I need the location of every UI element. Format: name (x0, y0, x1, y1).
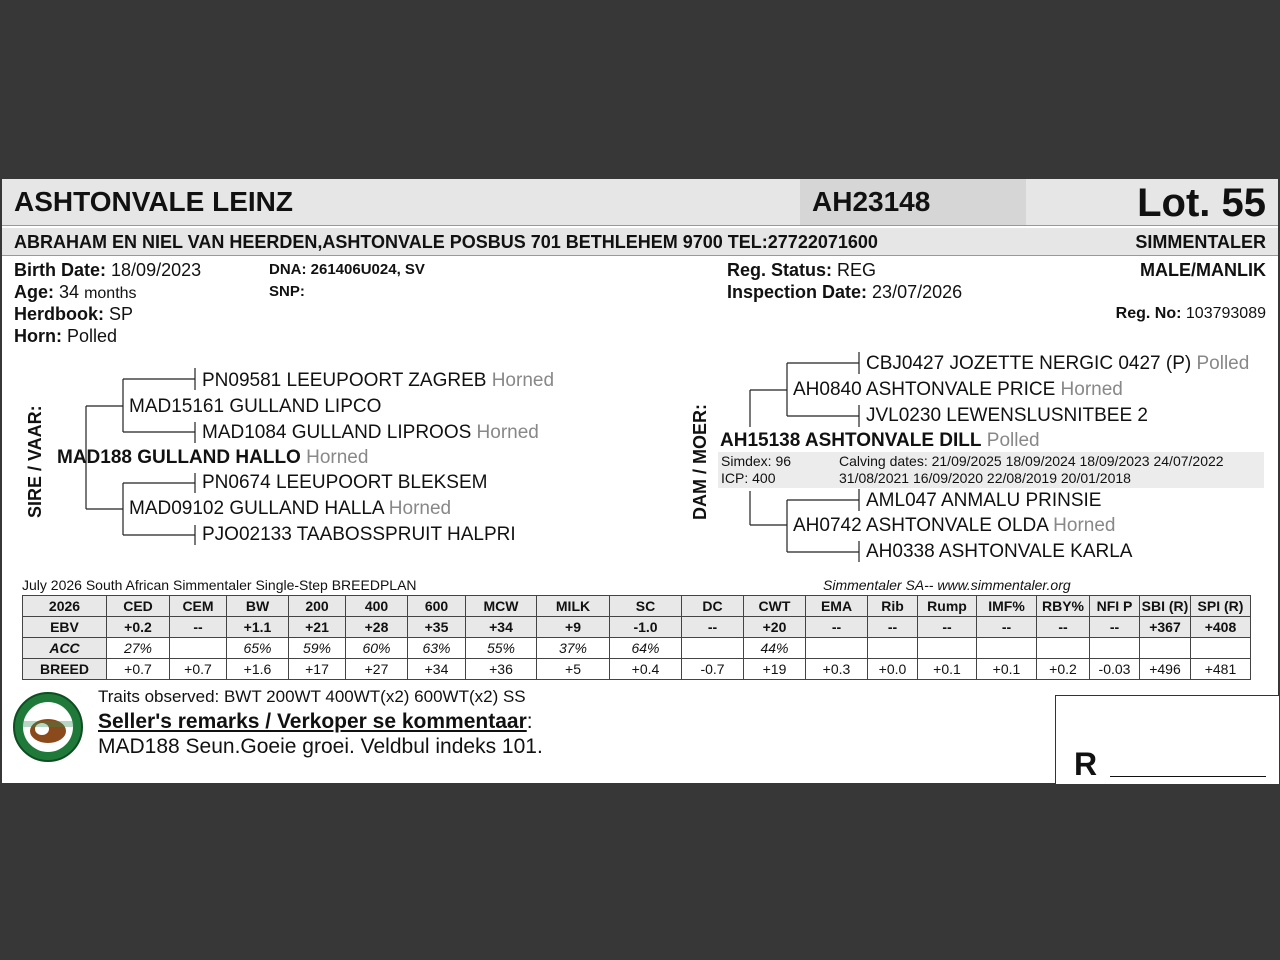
breeder-address: ABRAHAM EN NIEL VAN HEERDEN,ASHTONVALE POSBUS 701 BETHLEHEM 9700 TEL:27722071600 (14, 232, 878, 252)
reg-no-value: 103793089 (1185, 305, 1266, 322)
snp: SNP: (269, 283, 305, 300)
ebv-cell: -- (1090, 617, 1140, 638)
pedigree-ds-sire (866, 353, 1249, 375)
header-cell: 600 (408, 596, 466, 617)
simmentaler-logo-icon (12, 691, 84, 763)
reg-no-label: Reg. No: (1115, 305, 1182, 322)
header-cell: 2026 (23, 596, 107, 617)
header-cell: NFI P (1090, 596, 1140, 617)
lot-number: Lot. 55 (1137, 181, 1266, 225)
pedigree-dam-dam (793, 515, 1115, 537)
header-cell: RBY% (1037, 596, 1090, 617)
dam-sire-name: AH0840 ASHTONVALE PRICE (793, 379, 1056, 400)
ebv-cell: -- (868, 617, 918, 638)
ss-dam-name: MAD1084 GULLAND LIPROOS (202, 422, 472, 443)
breed-cell: -0.7 (682, 659, 744, 680)
age-unit: months (84, 285, 137, 302)
birth-date-label: Birth Date: (14, 260, 107, 280)
breed-cell: -0.03 (1090, 659, 1140, 680)
ebv-cell: -- (682, 617, 744, 638)
ss-sire-name: PN09581 LEEUPOORT ZAGREB (202, 370, 487, 391)
header-cell: MILK (537, 596, 610, 617)
ebv-cell: +28 (346, 617, 408, 638)
ebv-cell: -1.0 (610, 617, 682, 638)
acc-cell: 64% (610, 638, 682, 659)
acc-cell (868, 638, 918, 659)
acc-cell: 55% (466, 638, 537, 659)
ebv-cell: +34 (466, 617, 537, 638)
dam-performance-box (718, 452, 1264, 488)
ebv-cell: -- (170, 617, 227, 638)
pedigree-dd-dam: AH0338 ASHTONVALE KARLA (866, 541, 1133, 562)
sire-horn: Horned (306, 447, 369, 468)
sire-dam-name: MAD09102 GULLAND HALLA (129, 498, 384, 519)
acc-cell: 27% (107, 638, 170, 659)
remarks-colon: : (526, 710, 533, 733)
pedigree-dam (720, 430, 1040, 452)
ebv-cell: +408 (1191, 617, 1251, 638)
sire-name: MAD188 GULLAND HALLO (57, 447, 301, 468)
pedigree-sire-sire: MAD15161 GULLAND LIPCO (129, 396, 382, 417)
herdbook-label: Herdbook: (14, 304, 104, 324)
header-cell: BW (227, 596, 289, 617)
breed-cell: +0.4 (610, 659, 682, 680)
breed-cell: +0.7 (107, 659, 170, 680)
animal-name: ASHTONVALE LEINZ (14, 186, 293, 217)
remarks-title: Seller's remarks / Verkoper se kommentaar (98, 710, 527, 733)
horn-value: Polled (67, 326, 118, 346)
sire-label: SIRE / VAAR: (25, 405, 45, 518)
header-cell: IMF% (977, 596, 1037, 617)
acc-cell (170, 638, 227, 659)
age-value: 34 (59, 282, 80, 302)
ebv-cell: +21 (289, 617, 346, 638)
dam-horn: Polled (986, 430, 1040, 451)
acc-cell: 59% (289, 638, 346, 659)
acc-cell: ACC (23, 638, 107, 659)
birth-date-value: 18/09/2023 (111, 260, 202, 280)
acc-cell (977, 638, 1037, 659)
simdex: Simdex: 96 (721, 453, 792, 469)
header-cell: 400 (346, 596, 408, 617)
animal-id: AH23148 (812, 186, 931, 217)
sex: MALE/MANLIK (1140, 260, 1266, 280)
ebv-cell: +20 (744, 617, 806, 638)
breed-cell: +0.7 (170, 659, 227, 680)
dam-sire-horn: Horned (1060, 379, 1123, 400)
pedigree-ss-sire (202, 370, 554, 392)
breed-name: SIMMENTALER (1135, 232, 1266, 252)
ebv-cell: +367 (1140, 617, 1191, 638)
acc-cell (918, 638, 977, 659)
header-cell: Rump (918, 596, 977, 617)
remarks-text: MAD188 Seun.Goeie groei. Veldbul indeks 101. (98, 735, 543, 758)
ebv-cell: +35 (408, 617, 466, 638)
header-cell: Rib (868, 596, 918, 617)
dam-label: DAM / MOER: (690, 404, 710, 520)
ebv-cell: -- (977, 617, 1037, 638)
header-cell: SC (610, 596, 682, 617)
header-cell: CEM (170, 596, 227, 617)
ebv-table (22, 595, 1251, 680)
ebv-cell: +9 (537, 617, 610, 638)
header-cell: 200 (289, 596, 346, 617)
breed-cell: +0.0 (868, 659, 918, 680)
acc-cell: 60% (346, 638, 408, 659)
ebv-cell: EBV (23, 617, 107, 638)
r-label: R (1074, 746, 1098, 782)
website: Simmentaler SA-- www.simmentaler.org (823, 577, 1071, 593)
header-cell: EMA (806, 596, 868, 617)
header-cell: SBI (R) (1140, 596, 1191, 617)
breed-cell: +0.1 (918, 659, 977, 680)
traits-observed: Traits observed: BWT 200WT 400WT(x2) 600WT(x2) SS (98, 687, 526, 706)
ebv-header-row (23, 596, 1251, 617)
icp: ICP: 400 (721, 470, 776, 486)
pedigree-sire (57, 447, 368, 469)
pedigree-sd-dam: PJO02133 TAABOSSPRUIT HALPRI (202, 524, 516, 545)
herdbook-value: SP (109, 304, 134, 324)
acc-cell: 63% (408, 638, 466, 659)
ss-sire-horn: Horned (491, 370, 555, 391)
header-cell: CED (107, 596, 170, 617)
pedigree-ds-dam: JVL0230 LEWENSLUSNITBEE 2 (866, 405, 1148, 426)
breed-cell: +17 (289, 659, 346, 680)
header-cell: SPI (R) (1191, 596, 1251, 617)
breed-cell: +1.6 (227, 659, 289, 680)
breed-cell: +481 (1191, 659, 1251, 680)
price-box (1055, 695, 1279, 784)
sire-dam-horn: Horned (388, 498, 452, 519)
price-input-line[interactable] (1110, 776, 1266, 777)
remarks-heading (98, 710, 533, 734)
reg-status-value: REG (837, 260, 877, 280)
breed-cell: +496 (1140, 659, 1191, 680)
breedplan-caption: July 2026 South African Simmentaler Single-Step BREEDPLAN (22, 577, 417, 593)
breed-cell: +0.3 (806, 659, 868, 680)
ebv-cell: -- (1037, 617, 1090, 638)
acc-cell (1191, 638, 1251, 659)
dam-dam-horn: Horned (1053, 515, 1116, 536)
header-cell: CWT (744, 596, 806, 617)
dna: DNA: 261406U024, SV (269, 261, 425, 278)
breed-cell: +27 (346, 659, 408, 680)
breed-cell: +19 (744, 659, 806, 680)
dam-name: AH15138 ASHTONVALE DILL (720, 430, 982, 451)
acc-cell: 37% (537, 638, 610, 659)
dam-dam-name: AH0742 ASHTONVALE OLDA (793, 515, 1048, 536)
ds-sire-horn: Polled (1196, 353, 1250, 374)
ds-sire-name: CBJ0427 JOZETTE NERGIC 0427 (P) (866, 353, 1192, 374)
reg-status-label: Reg. Status: (727, 260, 833, 280)
acc-cell (1037, 638, 1090, 659)
sale-catalogue-card (2, 179, 1278, 783)
acc-cell (1090, 638, 1140, 659)
breed-cell: BREED (23, 659, 107, 680)
breed-cell: +36 (466, 659, 537, 680)
pedigree-ss-dam (202, 422, 539, 444)
header-cell: MCW (466, 596, 537, 617)
header-cell: DC (682, 596, 744, 617)
age-label: Age: (14, 282, 54, 302)
inspection-value: 23/07/2026 (872, 282, 963, 302)
calving-dates-1: Calving dates: 21/09/2025 18/09/2024 18/09/2023 24/07/2022 (839, 453, 1224, 469)
ebv-cell: +1.1 (227, 617, 289, 638)
acc-cell (682, 638, 744, 659)
ebv-cell: -- (918, 617, 977, 638)
pedigree-sire-dam (129, 498, 451, 520)
breed-cell: +34 (408, 659, 466, 680)
horn-label: Horn: (14, 326, 62, 346)
acc-cell (1140, 638, 1191, 659)
ebv-cell: -- (806, 617, 868, 638)
pedigree-dd-sire: AML047 ANMALU PRINSIE (866, 490, 1102, 511)
acc-cell (806, 638, 868, 659)
inspection-label: Inspection Date: (727, 282, 868, 302)
acc-row (23, 638, 1251, 659)
acc-cell: 44% (744, 638, 806, 659)
pedigree-dam-sire (793, 379, 1123, 401)
ebv-row (23, 617, 1251, 638)
breed-cell: +0.2 (1037, 659, 1090, 680)
acc-cell: 65% (227, 638, 289, 659)
breed-avg-row (23, 659, 1251, 680)
breed-cell: +0.1 (977, 659, 1037, 680)
breed-cell: +5 (537, 659, 610, 680)
ebv-cell: +0.2 (107, 617, 170, 638)
ss-dam-horn: Horned (476, 422, 539, 443)
calving-dates-2: 31/08/2021 16/09/2020 22/08/2019 20/01/2018 (839, 470, 1131, 486)
pedigree-sd-sire: PN0674 LEEUPOORT BLEKSEM (202, 472, 488, 493)
